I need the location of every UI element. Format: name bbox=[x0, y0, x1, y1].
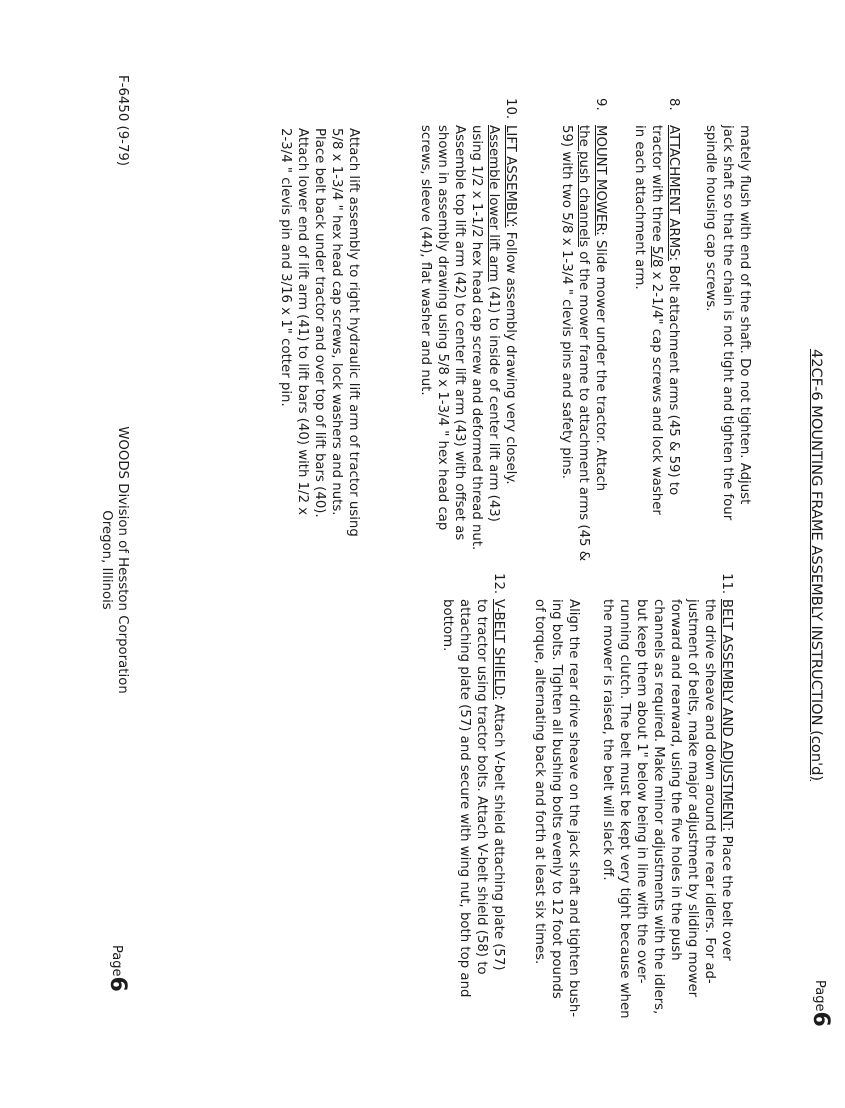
text-line: channels as required. Make minor adjustments with the idlers, bbox=[651, 599, 666, 1015]
text-line: ing bolts. Tighten all bushing bolts evenly to 12 foot pounds bbox=[549, 599, 564, 999]
step-heading: MOUNT MOWER: bbox=[593, 125, 608, 236]
text-fragment: x 2-1/4" cap screws and lock washer bbox=[649, 267, 664, 515]
text-line: running clutch. The belt must be kept very tight because when bbox=[617, 599, 632, 1019]
step-12 bbox=[439, 573, 507, 1093]
step-9 bbox=[558, 98, 609, 618]
step-8 bbox=[631, 98, 682, 618]
text-line: of torque, alternating back and forth at least six times. bbox=[532, 599, 547, 965]
underlined-fraction: 5/8 bbox=[649, 246, 664, 268]
form-number: F-6450 (9-79) bbox=[115, 75, 130, 167]
text-line: Attach lift assembly to right hydraulic lift arm of tractor using bbox=[346, 128, 361, 537]
company-line: WOODS Division of Hesston Corporation bbox=[115, 426, 130, 694]
step-number: 12. bbox=[491, 573, 506, 595]
step-11 bbox=[599, 573, 735, 1093]
text-line: shown in assembly drawing using 5/8 x 1-3/4 " hex head cap bbox=[435, 125, 450, 531]
company-line: Oregon, Illinois bbox=[99, 510, 114, 610]
underlined-text: Assemble lower lift arm bbox=[486, 125, 501, 282]
text-line: to tractor using tractor bolts. Attach V-belt shield (58) to bbox=[474, 599, 489, 975]
header-page-digit: 6 bbox=[808, 1011, 833, 1027]
step-10-paragraph-2 bbox=[277, 128, 362, 537]
text-line: Align the rear drive sheave on the jack shaft and tighten bush- bbox=[566, 599, 581, 1018]
text-line: screws, sleeve (44), flat washer and nut. bbox=[418, 125, 433, 396]
step-heading: BELT ASSEMBLY AND ADJUSTMENT: bbox=[719, 599, 734, 832]
step-number: 9. bbox=[593, 98, 608, 111]
text-line: 5/8 x 1-3/4 " hex head cap screws, lock washers and nuts. bbox=[329, 128, 344, 516]
text-line: in each attachment arm. bbox=[632, 125, 647, 290]
underlined-text: the push channels bbox=[576, 125, 591, 248]
step-heading: ATTACHMENT ARMS: bbox=[666, 125, 681, 262]
text-line: spindle housing cap screws. bbox=[703, 125, 718, 312]
text-line: using 1/2 x 1-1/2 hex head cap screw and deformed thread nut. bbox=[469, 125, 484, 551]
text-line: Attach lower end of lift arm (41) to lift bars (40) with 1/2 x bbox=[295, 128, 310, 516]
footer-page-digit: 6 bbox=[105, 976, 130, 992]
text-fragment: (41) to inside of center lift arm (43) bbox=[486, 281, 501, 522]
text-line: Follow assembly drawing very closely. bbox=[503, 227, 518, 485]
step-10 bbox=[417, 98, 519, 638]
text-line: forward and rearward, using the five holes in the push bbox=[668, 599, 683, 961]
company-info bbox=[98, 410, 130, 710]
text-line: but keep them about 1" below being in line with the over- bbox=[634, 599, 649, 984]
text-line: Place belt back under tractor and over top of lift bars (40). bbox=[312, 128, 327, 518]
step-number: 8. bbox=[666, 98, 681, 111]
text-line: 2-3/4 " clevis pin and 3/16 x 1" cotter pin. bbox=[278, 128, 293, 407]
header-page-number bbox=[808, 980, 833, 1027]
text-fragment: of the mower frame to attachment arms (45 & bbox=[576, 247, 591, 562]
text-line: the mower is raised, the belt will slack off. bbox=[600, 599, 615, 881]
text-line: attaching plate (57) and secure with wing nut, both top and bbox=[457, 599, 472, 998]
footer-page-number bbox=[105, 945, 130, 992]
text-line: jack shaft so that the chain is not tight and tighten the four bbox=[720, 125, 735, 521]
text-line: the drive sheave and down around the rear idlers. For ad- bbox=[702, 599, 717, 984]
page-title: 42CF-6 MOUNTING FRAME ASSEMBLY INSTRUCTION (con'd) bbox=[808, 348, 825, 782]
step-number: 11. bbox=[719, 573, 734, 595]
step-number: 10. bbox=[503, 98, 518, 120]
text-line: justment of belts, make major adjustment by sliding mower bbox=[685, 599, 700, 998]
text-line: Bolt attachment arms (45 & 59) to bbox=[666, 261, 681, 496]
step-heading: LIFT ASSEMBLY: bbox=[503, 125, 518, 228]
step-heading: V-BELT SHIELD: bbox=[491, 599, 506, 700]
text-line: Slide mower under the tractor. Attach bbox=[593, 235, 608, 492]
text-line: Attach V-belt shield attaching plate (57) bbox=[491, 699, 506, 971]
text-line: Assemble top lift arm (42) to center lift arm (43) with offset as bbox=[452, 125, 467, 541]
header-page-label: Page bbox=[812, 980, 827, 1012]
footer-page-label: Page bbox=[109, 945, 124, 977]
text-line: 59) with two 5/8 x 1-3/4 " clevis pins and safety pins. bbox=[559, 125, 574, 479]
text-fragment: tractor with three bbox=[649, 125, 664, 247]
continuation-paragraph bbox=[702, 125, 753, 520]
step-11-paragraph-2 bbox=[531, 599, 582, 1017]
text-line: Place the belt over bbox=[719, 831, 734, 961]
text-line: mately flush with end of the shaft. Do not tighten. Adjust bbox=[737, 125, 752, 505]
text-line: bottom. bbox=[440, 599, 455, 652]
